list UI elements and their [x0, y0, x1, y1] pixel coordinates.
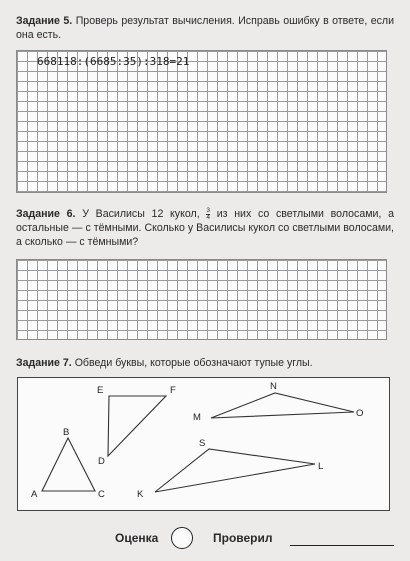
letter-K[interactable]: K — [137, 489, 144, 500]
letter-N[interactable]: N — [270, 381, 277, 392]
task-6-label: Задание 6. — [16, 208, 76, 220]
letter-M[interactable]: M — [193, 412, 201, 423]
task-6-fraction — [206, 208, 210, 221]
fraction-numerator: 3 — [206, 206, 210, 214]
task-7-statement — [16, 356, 394, 370]
task-5-label: Задание 5. — [16, 15, 73, 27]
signature-line[interactable] — [290, 545, 394, 546]
task-5-expression: 668118:(6685:35):318=21 — [37, 55, 190, 68]
letter-C[interactable]: C — [98, 489, 105, 500]
letter-A[interactable]: A — [31, 489, 38, 500]
footer — [0, 526, 410, 550]
triangles-drawing — [18, 378, 391, 512]
letter-D[interactable]: D — [98, 456, 105, 467]
task-6-grid[interactable] — [16, 259, 387, 340]
checked-label: Проверил — [213, 531, 273, 545]
triangle-MNO — [211, 393, 354, 418]
triangle-EFD — [108, 396, 166, 456]
task-6-statement — [16, 207, 394, 249]
task-7-text: Обведи буквы, которые обозначают тупые углы. — [74, 357, 313, 369]
fraction-denominator: 4 — [206, 213, 210, 221]
letter-S[interactable]: S — [199, 438, 206, 449]
task-6-text-after: из них со светлыми волосами, а остальные — с тёмными. Сколько у Василисы кукол со светлыми волосами, а сколько — с тёмными? — [16, 208, 394, 248]
letter-B[interactable]: B — [63, 427, 70, 438]
task-7-figures-box — [17, 377, 390, 511]
letter-E[interactable]: E — [97, 385, 104, 396]
letter-O[interactable]: O — [356, 408, 364, 419]
triangle-KSL — [155, 449, 315, 492]
task-5-statement — [16, 14, 394, 42]
task-7-label: Задание 7. — [16, 357, 72, 369]
triangle-BAC — [42, 438, 95, 491]
task-5-grid[interactable] — [16, 50, 387, 193]
task-6-text-before: У Василисы 12 кукол, — [82, 208, 200, 220]
letter-L[interactable]: L — [318, 461, 324, 472]
grade-label: Оценка — [115, 531, 159, 545]
letter-F[interactable]: F — [170, 385, 176, 396]
grade-circle[interactable] — [171, 527, 193, 549]
task-5-text: Проверь результат вычисления. Исправь ошибку в ответе, если она есть. — [16, 15, 395, 41]
